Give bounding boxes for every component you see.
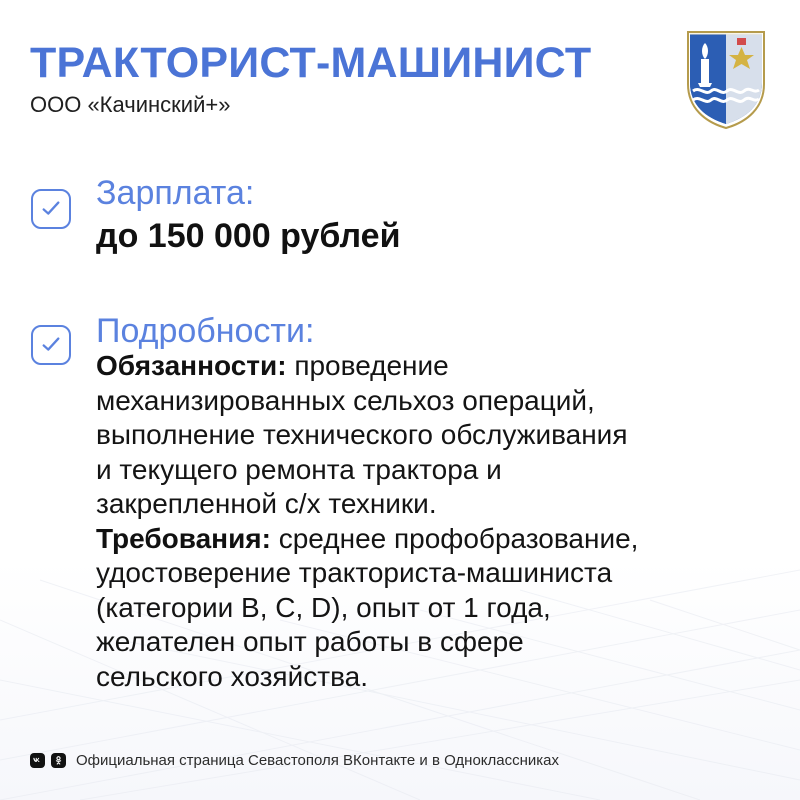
sevastopol-emblem-icon: [680, 26, 772, 130]
vk-icon: [30, 753, 45, 768]
footer-text: Официальная страница Севастополя ВКонтакте и в Одноклассниках: [76, 751, 560, 769]
job-details: [96, 349, 776, 694]
duties-label: Обязанности:: [96, 350, 287, 381]
salary-value: до 150 000 рублей: [96, 217, 401, 255]
footer: [30, 749, 559, 771]
duties-line-2: механизированных сельхоз операций,: [96, 384, 595, 416]
duties-first-line: [96, 349, 776, 384]
duties-section: [96, 349, 776, 522]
details-label: Подробности:: [96, 312, 315, 350]
salary-label: Зарплата:: [96, 174, 255, 212]
requirements-line-4: желателен опыт работы в сфере: [96, 626, 524, 657]
duties-line-5: закрепленной с/х техники.: [96, 488, 437, 519]
requirements-section: [96, 522, 776, 695]
duties-line-4: и текущего ремонта трактора и: [96, 453, 502, 485]
company-name: ООО «Качинский+»: [30, 92, 231, 117]
details-check-icon: [31, 325, 71, 365]
salary-check-icon: [31, 189, 71, 229]
requirements-line-1: среднее профобразование,: [270, 522, 639, 554]
requirements-line-3: (категории B, C, D), опыт от 1 года,: [96, 591, 551, 623]
odnoklassniki-icon: [51, 753, 66, 768]
requirements-line-2: удостоверение тракториста-машиниста: [96, 557, 613, 588]
requirements-label: Требования:: [96, 522, 271, 554]
duties-line-1: проведение: [286, 350, 449, 381]
page-title: ТРАКТОРИСТ-МАШИНИСТ: [30, 39, 592, 87]
requirements-first-line: [96, 522, 776, 557]
duties-line-3: выполнение технического обслуживания: [96, 419, 628, 450]
requirements-line-5: сельского хозяйства.: [96, 660, 368, 692]
